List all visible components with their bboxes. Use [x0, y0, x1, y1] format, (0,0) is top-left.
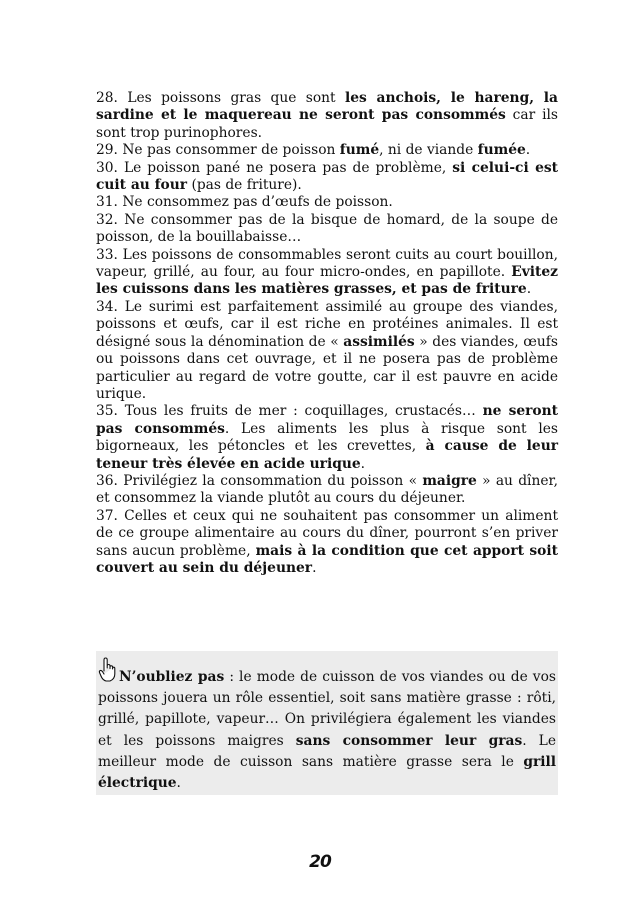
item-number: 33. — [96, 246, 118, 263]
item-number: 35. — [96, 403, 118, 420]
list-item — [96, 160, 558, 195]
bold-text: Evitez les cuissons dans les matières grasses, et pas de friture — [96, 264, 558, 298]
text-run: Ne pas consommer de poisson — [122, 142, 340, 159]
text-run: Le surimi est parfaitement assimilé au groupe des viandes, poissons et œufs, car il est riche en protéines animales. Il est désigné sous la dénomination de « — [96, 298, 558, 350]
main-text — [96, 90, 558, 577]
reminder-note-box — [96, 651, 558, 795]
bold-text: sans consommer leur gras — [295, 732, 523, 749]
text-run: (pas de friture). — [187, 177, 302, 194]
text-run: . Le meilleur mode de cuisson sans matière grasse sera le — [98, 732, 556, 770]
bold-text: fumé — [339, 142, 380, 159]
bold-text: N’oubliez pas — [119, 669, 225, 685]
text-run: Les poissons gras que sont — [127, 90, 345, 106]
item-number: 31. — [96, 194, 118, 211]
list-item — [96, 403, 558, 473]
bold-text: ne seront pas consommés — [96, 403, 558, 437]
text-run: Tous les fruits de mer : coquillages, crustacés… — [124, 403, 483, 420]
text-run: Privilégiez la consommation du poisson « — [123, 472, 423, 489]
text-run: . — [525, 142, 531, 159]
list-item — [96, 473, 558, 508]
text-run: Les poissons de consommables seront cuits au court bouillon, vapeur, grillé, au four, au four micro-ondes, en papillote. — [96, 246, 558, 281]
text-run: car ils sont trop purinophores. — [96, 107, 558, 141]
item-number: 36. — [96, 472, 118, 489]
item-number: 28. — [96, 90, 118, 106]
item-number: 37. — [96, 507, 118, 524]
text-run: Ne consommez pas d’œufs de poisson. — [122, 194, 393, 211]
text-run: Le poisson pané ne posera pas de problème, — [123, 159, 453, 176]
list-item — [96, 299, 558, 403]
page-number: 20 — [309, 852, 331, 872]
text-run: . Les aliments les plus à risque sont les bigorneaux, les pétoncles et les crevettes, — [96, 420, 558, 455]
text-run: . — [360, 455, 366, 472]
text-run: » des viandes, œufs ou poissons dans cet ouvrage, et il ne posera pas de problème particulier au regard de votre goutte, car il est pauvre en acide urique. — [96, 333, 558, 402]
text-run: . — [526, 281, 532, 298]
text-run: : le mode de cuisson de vos viandes ou de vos poissons jouera un rôle essentiel, soit sans matière grasse : rôti, grillé, papillote, vapeur… On privilégiera également les viandes et les poissons maigres — [98, 669, 556, 749]
bold-text: assimilés — [343, 333, 415, 350]
item-number: 29. — [96, 142, 118, 159]
list-item — [96, 90, 558, 142]
list-item — [96, 212, 558, 247]
bold-text: les anchois, le hareng, la sardine et le maquereau ne seront pas consommés — [96, 90, 558, 124]
bold-text: fumée — [477, 142, 526, 159]
bold-text: à cause de leur teneur très élevée en acide urique — [96, 438, 559, 472]
bold-text: maigre — [422, 472, 477, 489]
text-run: . — [312, 559, 317, 576]
item-number: 30. — [96, 159, 118, 176]
text-run: . — [176, 775, 181, 792]
pointing-hand-icon — [98, 657, 116, 683]
bold-text: grill électrique — [98, 753, 556, 792]
list-item — [96, 247, 558, 299]
item-number: 32. — [96, 211, 118, 228]
text-run: » au dîner, et consommez la viande plutôt au cours du déjeuner. — [96, 472, 558, 507]
item-number: 34. — [96, 298, 118, 315]
list-item — [96, 508, 558, 578]
text-run: Celles et ceux qui ne souhaitent pas consommer un aliment de ce groupe alimentaire au cours du dîner, pourront s’en priver sans aucun problème, — [96, 507, 558, 559]
text-run: , ni de viande — [379, 142, 478, 159]
list-item — [96, 142, 558, 159]
bold-text: mais à la condition que cet apport soit couvert au sein du déjeuner — [96, 542, 558, 576]
note-text — [98, 657, 556, 794]
bold-text: si celui-ci est cuit au four — [96, 159, 559, 194]
list-item — [96, 194, 558, 211]
text-run: Ne consommer pas de la bisque de homard, de la soupe de poisson, de la bouillabaisse… — [96, 211, 559, 246]
